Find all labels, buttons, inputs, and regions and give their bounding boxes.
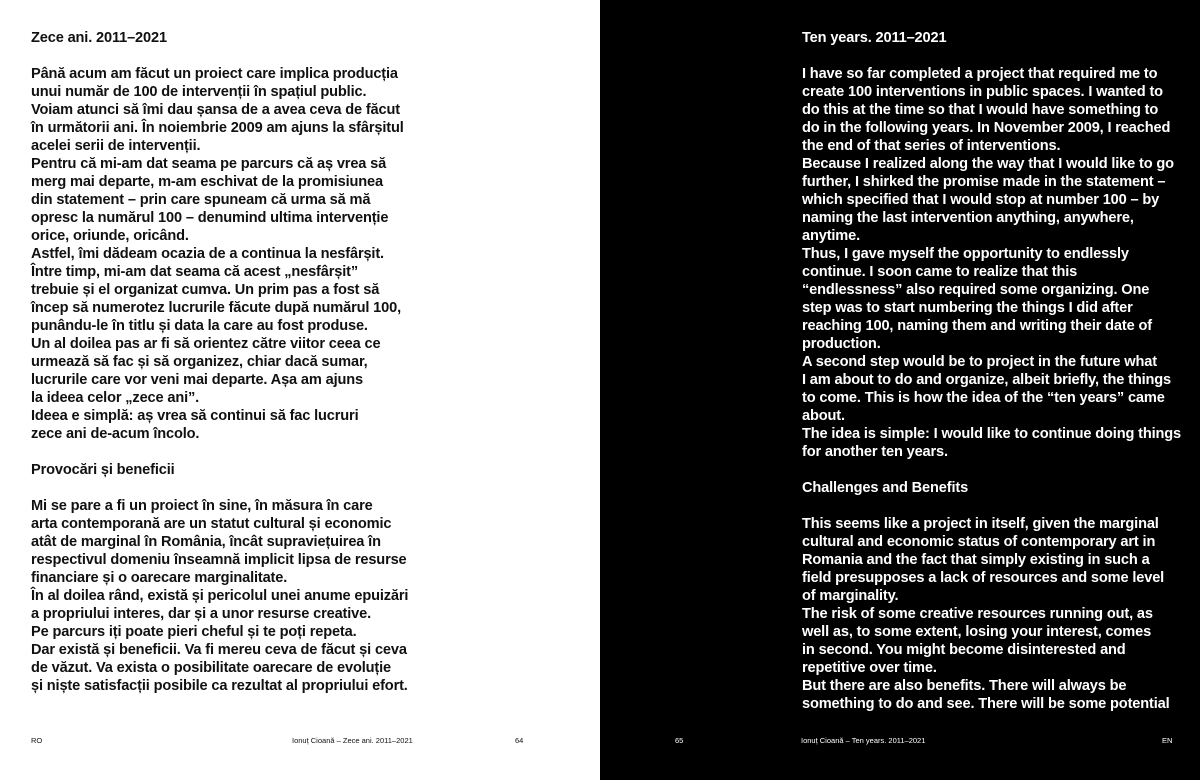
text-line: la ideea celor „zece ani”. — [31, 390, 200, 406]
text-line: În al doilea rând, există și pericolul unei anume epuizări — [31, 588, 409, 604]
text-line: I am about to do and organize, albeit briefly, the things — [802, 372, 1172, 388]
text-line: about. — [802, 408, 845, 424]
ro-text-column — [31, 29, 431, 695]
text-line: atât de marginal în România, încât supraviețuirea în — [31, 534, 381, 550]
text-line: Pe parcurs iți poate pieri cheful și te poți repeta. — [31, 624, 357, 640]
text-line: do this at the time so that I would have something to — [802, 102, 1159, 118]
text-line: a propriului interes, dar și a unor resurse creative. — [31, 606, 371, 622]
en-section2 — [802, 515, 1182, 713]
text-line: production. — [802, 336, 881, 352]
text-line: Dar există și beneficii. Va fi mereu ceva de făcut și ceva — [31, 642, 407, 658]
ro-running-title: Ionuț Cioană – Zece ani. 2011–2021 — [292, 736, 413, 745]
text-line: A second step would be to project in the future what — [802, 354, 1157, 370]
text-line: The risk of some creative resources running out, as — [802, 606, 1153, 622]
ro-section2-title: Provocări și beneficii — [31, 462, 175, 478]
text-line: do in the following years. In November 2009, I reached — [802, 120, 1171, 136]
text-line: Până acum am făcut un proiect care implica producția — [31, 66, 398, 82]
text-line: in second. You might become disinterested and — [802, 642, 1126, 658]
text-line: trebuie și el organizat cumva. Un prim pas a fost să — [31, 282, 380, 298]
ro-page-number: 64 — [515, 736, 524, 745]
text-line: cultural and economic status of contemporary art in — [802, 534, 1156, 550]
text-line: punându-le în titlu și data la care au fost produse. — [31, 318, 368, 334]
text-line: zece ani de-acum încolo. — [31, 426, 200, 442]
text-line: But there are also benefits. There will always be — [802, 678, 1127, 694]
text-line: step was to start numbering the things I did after — [802, 300, 1133, 316]
text-line: anytime. — [802, 228, 861, 244]
text-line: reaching 100, naming them and writing their date of — [802, 318, 1152, 334]
text-line: Ideea e simplă: aș vrea să continui să fac lucruri — [31, 408, 359, 424]
en-language-label: EN — [1162, 736, 1173, 745]
text-line: și niște satisfacții posibile ca rezultat al propriului efort. — [31, 678, 408, 694]
text-line: Thus, I gave myself the opportunity to endlessly — [802, 246, 1129, 262]
text-line: I have so far completed a project that required me to — [802, 66, 1158, 82]
en-text-column — [802, 29, 1182, 713]
text-line: respectivul domeniu înseamnă implicit lipsa de resurse — [31, 552, 407, 568]
text-line: continue. I soon came to realize that this — [802, 264, 1078, 280]
text-line: orice, oriunde, oricând. — [31, 228, 189, 244]
text-line: Because I realized along the way that I would like to go — [802, 156, 1174, 172]
text-line: Astfel, îmi dădeam ocazia de a continua la nesfârșit. — [31, 246, 384, 262]
en-running-title: Ionuț Cioană – Ten years. 2011–2021 — [801, 736, 926, 745]
text-line: unui număr de 100 de intervenții în spațiul public. — [31, 84, 367, 100]
text-line: further, I shirked the promise made in the statement – — [802, 174, 1166, 190]
text-line: for another ten years. — [802, 444, 948, 460]
text-line: urmează să fac și să organizez, chiar dacă sumar, — [31, 354, 368, 370]
en-section1 — [802, 65, 1182, 461]
text-line: the end of that series of interventions. — [802, 138, 1061, 154]
text-line: well as, to some extent, losing your interest, comes — [802, 624, 1152, 640]
text-line: acelei serii de intervenții. — [31, 138, 201, 154]
text-line: Voiam atunci să îmi dau șansa de a avea ceva de făcut — [31, 102, 400, 118]
en-section2-title: Challenges and Benefits — [802, 480, 969, 496]
text-line: something to do and see. There will be some potential — [802, 696, 1170, 712]
text-line: Un al doilea pas ar fi să orientez către viitor ceea ce — [31, 336, 381, 352]
text-line: arta contemporană are un statut cultural și economic — [31, 516, 392, 532]
text-line: din statement – prin care spuneam că urma să mă — [31, 192, 371, 208]
ro-title: Zece ani. 2011–2021 — [31, 30, 167, 46]
text-line: lucrurile care vor veni mai departe. Așa am ajuns — [31, 372, 363, 388]
text-line: This seems like a project in itself, given the marginal — [802, 516, 1159, 532]
ro-section2 — [31, 497, 431, 695]
text-line: Mi se pare a fi un proiect în sine, în măsura în care — [31, 498, 373, 514]
right-page-en — [600, 0, 1200, 780]
text-line: create 100 interventions in public spaces. I wanted to — [802, 84, 1163, 100]
text-line: to come. This is how the idea of the “ten years” came — [802, 390, 1165, 406]
text-line: încep să numerotez lucrurile făcute după numărul 100, — [31, 300, 401, 316]
text-line: Romania and the fact that simply existing in such a — [802, 552, 1150, 568]
text-line: naming the last intervention anything, anywhere, — [802, 210, 1134, 226]
text-line: of marginality. — [802, 588, 899, 604]
en-page-number: 65 — [675, 736, 684, 745]
text-line: which specified that I would stop at number 100 – by — [802, 192, 1160, 208]
text-line: “endlessness” also required some organizing. One — [802, 282, 1150, 298]
text-line: field presupposes a lack of resources and some level — [802, 570, 1165, 586]
text-line: opresc la numărul 100 – denumind ultima intervenție — [31, 210, 389, 226]
text-line: Între timp, mi-am dat seama că acest „nesfârșit” — [31, 264, 358, 280]
text-line: Pentru că mi-am dat seama pe parcurs că aș vrea să — [31, 156, 387, 172]
en-title: Ten years. 2011–2021 — [802, 30, 947, 46]
ro-language-label: RO — [31, 736, 43, 745]
text-line: merg mai departe, m-am eschivat de la promisiunea — [31, 174, 383, 190]
ro-section1 — [31, 65, 431, 443]
text-line: în următorii ani. În noiembrie 2009 am ajuns la sfârșitul — [31, 120, 404, 136]
text-line: The idea is simple: I would like to continue doing things — [802, 426, 1182, 442]
text-line: de văzut. Va exista o posibilitate oarecare de evoluție — [31, 660, 391, 676]
text-line: repetitive over time. — [802, 660, 937, 676]
text-line: financiare și o oarecare marginalitate. — [31, 570, 288, 586]
